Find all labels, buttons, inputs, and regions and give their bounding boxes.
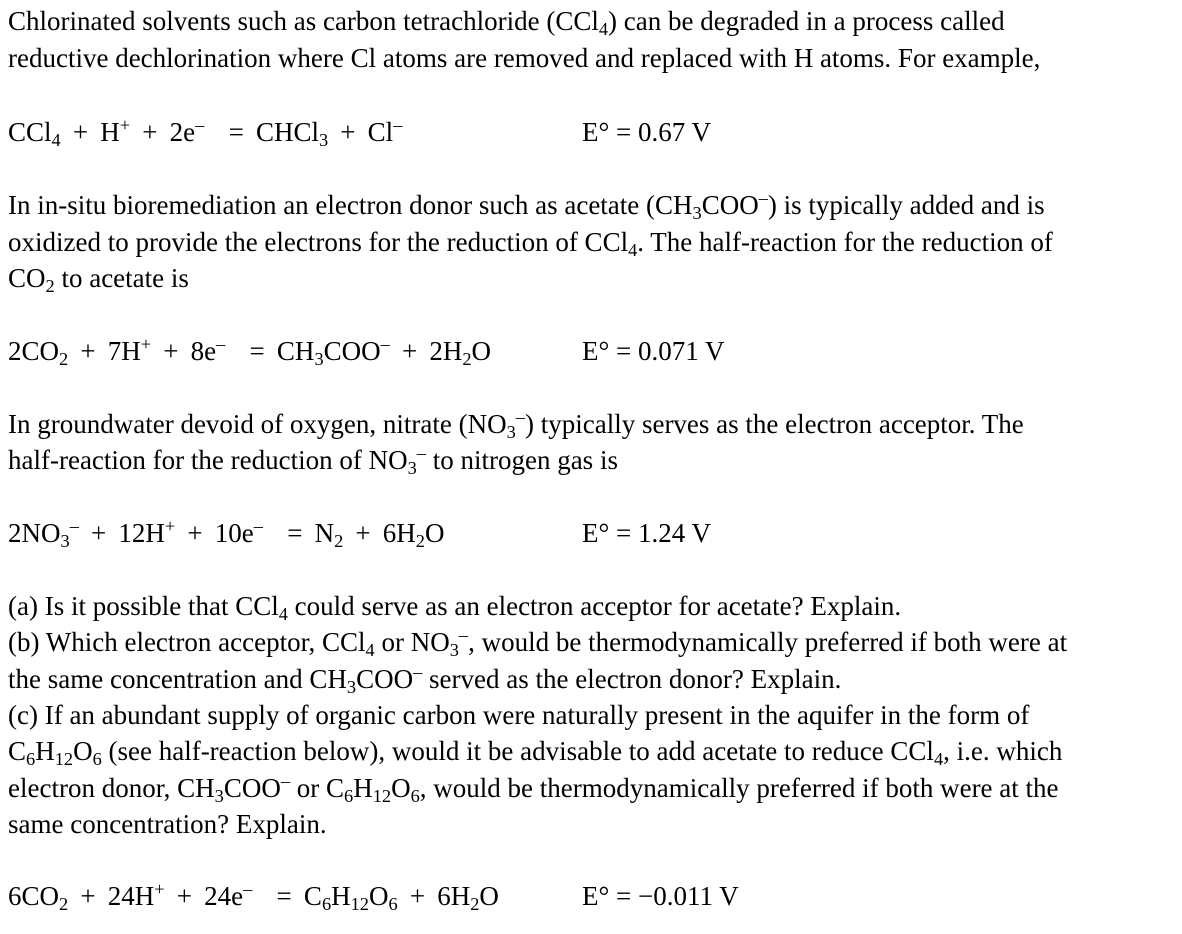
body-text: electron donor, CH	[8, 773, 215, 803]
intro-text: Chlorinated solvents such as carbon tetrachloride (CCl	[8, 6, 599, 36]
subscript: 2	[415, 531, 425, 552]
body-text: to acetate is	[54, 263, 189, 293]
subscript: 2	[462, 349, 472, 370]
body-text: the same concentration and CH	[8, 664, 347, 694]
eq-term: CHCl	[255, 117, 319, 147]
eq-term: O	[368, 881, 389, 911]
eq-term: CCl	[8, 117, 52, 147]
question-b-line-2	[8, 661, 842, 698]
subscript: 6	[388, 894, 398, 915]
eq-operator: +	[401, 336, 418, 366]
superscript: –	[253, 515, 263, 536]
subscript: 6	[344, 786, 354, 807]
eq-operator: +	[176, 881, 192, 911]
superscript: +	[164, 515, 176, 536]
eq-term: N	[314, 518, 335, 548]
subscript: 3	[60, 531, 70, 552]
subscript: 2	[59, 349, 69, 370]
eq-operator: +	[355, 518, 371, 548]
eq-term: 6H	[382, 518, 416, 548]
body-text: COO	[223, 773, 281, 803]
intro-line-1	[8, 6, 1005, 40]
acetate-line-1	[8, 187, 1045, 224]
subscript: 3	[449, 640, 459, 661]
eq-operator: +	[340, 117, 356, 147]
body-text: to nitrogen gas is	[425, 445, 618, 475]
eq-term: 8e	[190, 336, 217, 366]
body-text: half-reaction for the reduction of NO	[8, 445, 408, 475]
superscript: –	[69, 515, 79, 536]
superscript: –	[195, 114, 205, 135]
eq-term: H	[100, 117, 120, 147]
eq-term: 24H	[107, 881, 155, 911]
body-text: , i.e. which	[943, 736, 1063, 766]
body-text: H	[35, 736, 55, 766]
body-text: or NO	[374, 627, 450, 657]
subscript: 2	[334, 531, 344, 552]
question-c-line-3	[8, 770, 1059, 807]
eq-equals: =	[249, 336, 265, 366]
superscript: –	[413, 661, 423, 682]
subscript: 3	[214, 786, 224, 807]
eq-term: COO	[323, 336, 381, 366]
subscript: 3	[318, 130, 329, 151]
body-text: , would be thermodynamically preferred if both were at the	[419, 773, 1059, 803]
eq-operator: +	[142, 117, 158, 147]
subscript: 12	[372, 786, 392, 807]
superscript: –	[393, 114, 403, 135]
body-text: (c) If an abundant supply of organic carbon were naturally present in the aquifer in the form of	[8, 700, 1030, 730]
eq-term: 12H	[118, 518, 165, 548]
body-text: O	[73, 736, 93, 766]
body-text: could serve as an electron acceptor for acetate? Explain.	[287, 591, 902, 621]
body-text: In groundwater devoid of oxygen, nitrate (NO	[8, 409, 507, 439]
eq-term: O	[424, 518, 445, 548]
eq-operator: +	[72, 117, 89, 147]
subscript: 3	[692, 203, 702, 224]
superscript: –	[458, 624, 469, 645]
question-c-line-2	[8, 736, 1063, 770]
eq-term: 6H	[437, 881, 471, 911]
nitrate-line-2	[8, 442, 618, 479]
eq-term: 2e	[169, 117, 196, 147]
body-text: In in-situ bioremediation an electron donor such as acetate (CH	[8, 190, 693, 220]
eq-operator: +	[409, 881, 426, 911]
superscript: +	[140, 333, 152, 354]
body-text: CO	[8, 263, 46, 293]
intro-text: ) can be degraded in a process called	[608, 6, 1005, 36]
subscript: 12	[350, 894, 369, 915]
eq-operator: +	[187, 518, 203, 548]
subscript: 4	[933, 749, 944, 770]
equation-acetate	[8, 333, 492, 370]
subscript: 4	[598, 19, 609, 40]
subscript: 6	[321, 894, 332, 915]
question-b-line-1	[8, 624, 1068, 661]
equation-glucose	[8, 878, 499, 915]
question-c-line-1	[8, 702, 1029, 729]
body-text: same concentration? Explain.	[8, 809, 327, 839]
body-text: , would be thermodynamically preferred if both were at	[468, 627, 1068, 657]
subscript: 4	[51, 130, 61, 151]
body-text: COO	[701, 190, 759, 220]
acetate-line-2	[8, 227, 1053, 261]
superscript: +	[119, 114, 131, 135]
body-text: (b) Which electron acceptor, CCl	[8, 627, 366, 657]
eq-equals: =	[276, 881, 292, 911]
superscript: –	[515, 406, 525, 427]
acetate-line-3	[8, 263, 189, 297]
question-a	[8, 591, 902, 625]
eq-term: 2H	[429, 336, 463, 366]
intro-text: reductive dechlorination where Cl atoms are removed and replaced with H atoms. For example,	[8, 43, 1041, 73]
eq-equals: =	[287, 518, 303, 548]
eq-term: C	[303, 881, 322, 911]
eq-operator: +	[80, 336, 96, 366]
question-c-line-4	[8, 811, 327, 838]
subscript: 2	[470, 894, 480, 915]
superscript: –	[243, 878, 253, 899]
eq-operator: +	[91, 518, 107, 548]
equation-nitrate-potential: E° = 1.24 V	[582, 518, 712, 548]
eq-term: 2NO	[8, 518, 61, 548]
eq-term: O	[479, 881, 499, 911]
eq-operator: +	[80, 881, 96, 911]
body-text: or C	[290, 773, 345, 803]
equation-ccl4-potential: E° = 0.67 V	[582, 117, 712, 147]
body-text: O	[391, 773, 411, 803]
eq-term: O	[471, 336, 492, 366]
subscript: 4	[628, 240, 638, 261]
eq-operator: +	[163, 336, 179, 366]
subscript: 4	[278, 604, 288, 625]
equation-nitrate	[8, 515, 445, 552]
eq-term: 2CO	[8, 336, 60, 366]
equation-acetate-potential: E° = 0.071 V	[582, 336, 725, 366]
eq-term: 6CO	[8, 881, 60, 911]
eq-equals: =	[228, 117, 244, 147]
eq-term: Cl	[367, 117, 394, 147]
superscript: –	[216, 333, 226, 354]
body-text: (a) Is it possible that CCl	[8, 591, 279, 621]
subscript: 3	[407, 458, 417, 479]
equation-glucose-potential: E° = −0.011 V	[582, 881, 739, 911]
eq-term: 24e	[204, 881, 244, 911]
subscript: 6	[410, 786, 420, 807]
equation-ccl4-reduction	[8, 114, 403, 151]
nitrate-line-1	[8, 406, 1024, 443]
body-text: ) is typically added and is	[767, 190, 1045, 220]
superscript: +	[154, 878, 165, 899]
body-text: . The half-reaction for the reduction of	[637, 227, 1053, 257]
subscript: 3	[506, 422, 516, 443]
superscript: –	[380, 333, 390, 354]
subscript: 2	[45, 276, 55, 297]
subscript: 3	[314, 349, 324, 370]
eq-term: H	[331, 881, 351, 911]
subscript: 4	[365, 640, 375, 661]
subscript: 6	[26, 749, 36, 770]
subscript: 12	[54, 749, 74, 770]
body-text: oxidized to provide the electrons for the reduction of CCl	[8, 227, 629, 257]
subscript: 6	[92, 749, 102, 770]
eq-term: 10e	[214, 518, 254, 548]
body-text: (see half-reaction below), would it be advisable to add acetate to reduce CCl	[101, 736, 934, 766]
eq-term: 7H	[107, 336, 141, 366]
body-text: served as the electron donor? Explain.	[422, 664, 842, 694]
eq-term: CH	[276, 336, 315, 366]
intro-line-2	[8, 45, 1040, 72]
body-text: C	[8, 736, 27, 766]
superscript: –	[280, 770, 291, 791]
superscript: –	[416, 442, 426, 463]
body-text: COO	[356, 664, 414, 694]
subscript: 2	[59, 894, 69, 915]
body-text: H	[353, 773, 373, 803]
subscript: 3	[346, 677, 357, 698]
superscript: –	[758, 187, 768, 208]
body-text: ) typically serves as the electron acceptor. The	[524, 409, 1024, 439]
